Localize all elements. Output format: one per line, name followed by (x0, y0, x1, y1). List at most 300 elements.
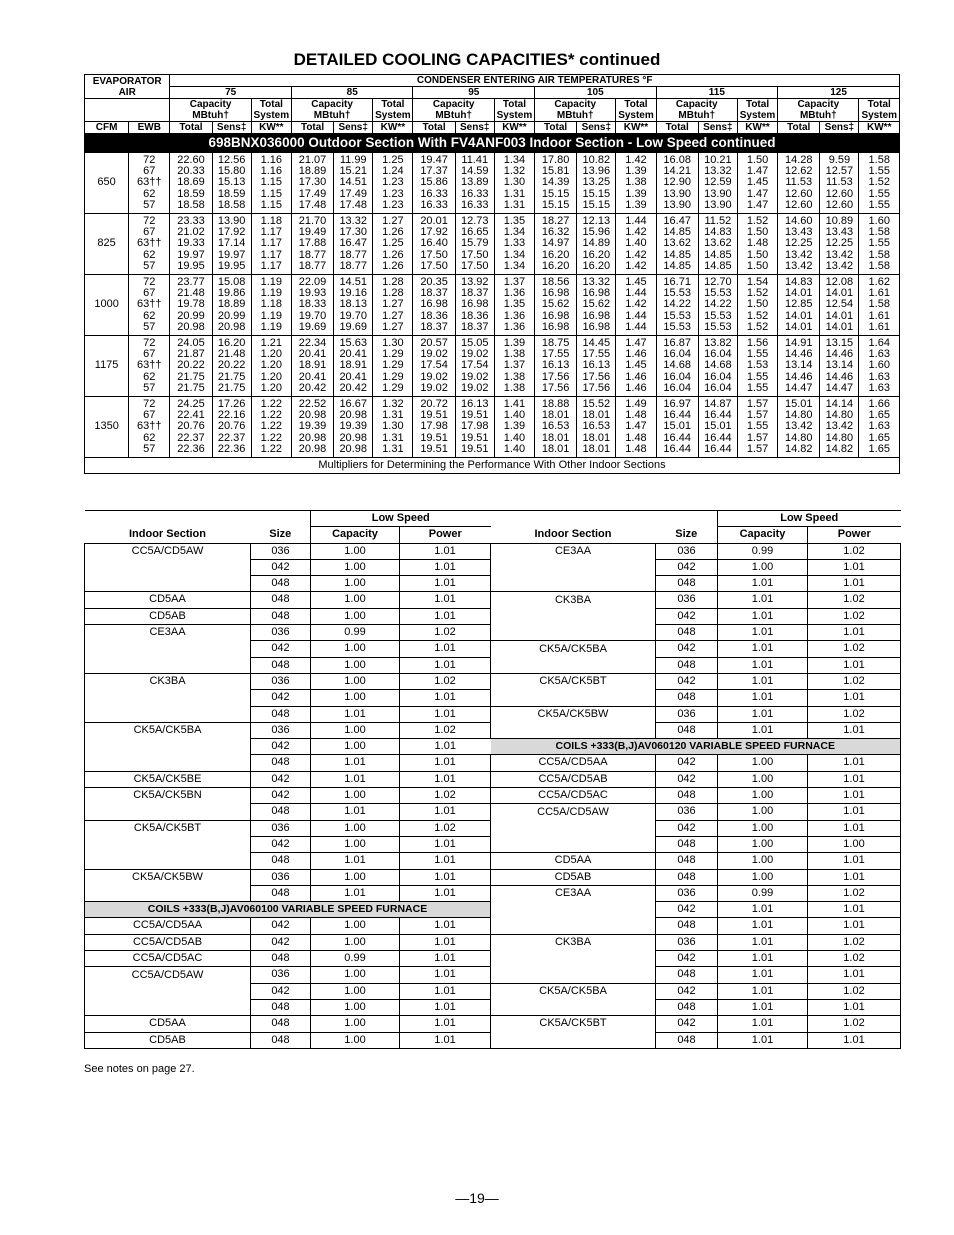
capacity-value: 1.00 (311, 918, 400, 934)
coil-section-header: COILS +333(B,J)AV060120 VARIABLE SPEED FURNACE (491, 739, 901, 755)
capacity-header: Capacity (718, 527, 808, 543)
multiplier-row (85, 885, 901, 901)
multiplier-row (85, 592, 901, 608)
indoor-section-name: CK5A/CK5BE (85, 771, 251, 787)
power-value: 1.01 (400, 755, 491, 771)
indoor-section-name (85, 999, 251, 1015)
indoor-section-name: CD5AA (85, 592, 251, 608)
page-number: —19— (455, 1190, 499, 1206)
sens-header: Sens‡ (577, 122, 616, 134)
size-value: 036 (251, 869, 311, 885)
capacity-values: 13.32 16.98 15.62 16.98 16.98 (577, 275, 616, 336)
capacity-value: 1.00 (718, 559, 808, 575)
indoor-section-name: CD5AB (85, 608, 251, 624)
indoor-section-header: Indoor Section (491, 511, 656, 544)
capacity-value: 1.00 (311, 739, 400, 755)
sens-header: Sens‡ (820, 122, 859, 134)
capacity-values: 13.32 17.30 16.47 18.77 18.77 (334, 214, 373, 275)
indoor-section-name: CD5AB (85, 1032, 251, 1048)
kw-values: 1.16 1.16 1.15 1.15 1.15 (251, 153, 291, 214)
power-value: 1.01 (400, 739, 491, 755)
size-value: 036 (656, 804, 718, 820)
multiplier-row (85, 608, 901, 624)
size-value: 042 (251, 836, 311, 852)
kw-values: 1.44 1.42 1.40 1.42 1.42 (616, 214, 656, 275)
capacity-values: 20.35 18.37 16.98 18.36 18.37 (413, 275, 455, 336)
power-header: Power (808, 527, 901, 543)
multiplier-row (85, 543, 901, 559)
power-value: 1.01 (400, 885, 491, 901)
power-value: 1.02 (808, 641, 901, 657)
indoor-section-name (491, 657, 656, 673)
indoor-section-name (85, 576, 251, 592)
capacity-values: 12.73 16.65 15.79 17.50 17.50 (455, 214, 494, 275)
size-value: 048 (251, 1016, 311, 1032)
total-header: Total (413, 122, 455, 134)
capacity-value: 1.00 (718, 853, 808, 869)
capacity-value: 1.01 (311, 885, 400, 901)
capacity-values: 17.80 15.81 14.39 15.15 15.15 (535, 153, 577, 214)
capacity-values: 15.63 20.41 18.91 20.41 20.42 (334, 336, 373, 397)
size-value: 048 (656, 967, 718, 983)
multiplier-row (85, 869, 901, 885)
cell (656, 511, 718, 527)
kw-values: 1.66 1.65 1.63 1.65 1.65 (859, 397, 900, 458)
kw-values: 1.18 1.17 1.17 1.17 1.17 (251, 214, 291, 275)
multiplier-row (85, 836, 901, 852)
kw-values: 1.54 1.52 1.50 1.52 1.52 (737, 275, 777, 336)
indoor-section-name: CC5A/CD5AW (85, 967, 251, 983)
capacity-value: 1.00 (311, 788, 400, 804)
power-value: 1.01 (808, 853, 901, 869)
power-value: 1.01 (400, 967, 491, 983)
capacity-value: 1.00 (311, 657, 400, 673)
multiplier-row (85, 576, 901, 592)
capacity-values: 14.60 13.43 12.25 13.42 13.42 (778, 214, 820, 275)
capacity-value: 1.01 (311, 853, 400, 869)
kw-values: 1.47 1.46 1.45 1.46 1.46 (616, 336, 656, 397)
capacity-values: 18.88 18.01 16.53 18.01 18.01 (535, 397, 577, 458)
indoor-section-name (491, 690, 656, 706)
indoor-section-name: CC5A/CD5AW (85, 543, 251, 559)
multiplier-row (85, 804, 901, 820)
size-value: 036 (656, 543, 718, 559)
capacity-values: 23.77 21.48 19.78 20.99 20.98 (170, 275, 212, 336)
total-header: Total (535, 122, 577, 134)
indoor-section-name: CK5A/CK5BA (491, 641, 656, 657)
capacity-values: 14.51 19.16 18.13 19.70 19.69 (334, 275, 373, 336)
capacity-value: 1.00 (311, 543, 400, 559)
cell (85, 99, 170, 122)
ewb-values: 72 67 63†† 62 57 (129, 397, 170, 458)
total-header: Total (291, 122, 333, 134)
power-value: 1.02 (400, 788, 491, 804)
size-value: 036 (251, 967, 311, 983)
capacity-values: 24.05 21.87 20.22 21.75 21.75 (170, 336, 212, 397)
capacity-values: 10.89 13.43 12.25 13.42 13.42 (820, 214, 859, 275)
temp-header: 105 (535, 87, 657, 99)
indoor-section-name: CK5A/CK5BT (491, 673, 656, 689)
power-value: 1.01 (808, 804, 901, 820)
power-value: 1.02 (808, 934, 901, 950)
capacity-value: 1.00 (311, 576, 400, 592)
sens-header: Sens‡ (212, 122, 251, 134)
size-value: 048 (656, 657, 718, 673)
power-value: 1.01 (400, 804, 491, 820)
capacity-values: 14.45 17.55 16.13 17.56 17.56 (577, 336, 616, 397)
capacity-values: 17.26 22.16 20.76 22.37 22.36 (212, 397, 251, 458)
capacity-value: 1.01 (718, 999, 808, 1015)
size-value: 042 (656, 983, 718, 999)
capacity-values: 18.56 16.98 15.62 16.98 16.98 (535, 275, 577, 336)
size-value: 048 (656, 576, 718, 592)
size-value: 048 (656, 1032, 718, 1048)
size-value: 048 (251, 853, 311, 869)
kw-values: 1.39 1.38 1.37 1.38 1.38 (494, 336, 534, 397)
power-value: 1.01 (400, 543, 491, 559)
capacity-value: 1.01 (718, 983, 808, 999)
capacity-values: 22.34 20.41 18.91 20.41 20.42 (291, 336, 333, 397)
indoor-section-name (491, 918, 656, 934)
capacity-value: 0.99 (311, 625, 400, 641)
size-value: 042 (656, 771, 718, 787)
kw-values: 1.58 1.55 1.52 1.55 1.55 (859, 153, 900, 214)
capacity-values: 13.82 16.04 14.68 16.04 16.04 (698, 336, 737, 397)
power-value: 1.01 (808, 820, 901, 836)
size-value: 048 (251, 576, 311, 592)
indoor-section-name (491, 836, 656, 852)
multiplier-row (85, 706, 901, 722)
capacity-value: 1.00 (311, 983, 400, 999)
indoor-section-name: CK3BA (491, 934, 656, 950)
multiplier-row (85, 755, 901, 771)
capacity-values: 13.90 17.92 17.14 19.97 19.95 (212, 214, 251, 275)
capacity-values: 22.09 19.93 18.33 19.70 19.69 (291, 275, 333, 336)
capacity-value: 1.01 (311, 755, 400, 771)
capacity-value: 1.01 (718, 951, 808, 967)
power-value: 1.02 (808, 885, 901, 901)
capacity-value: 1.01 (718, 902, 808, 918)
capacity-values: 12.56 15.80 15.13 18.59 18.58 (212, 153, 251, 214)
power-value: 1.01 (808, 722, 901, 738)
capacity-value: 1.00 (311, 592, 400, 608)
power-value: 1.01 (400, 1016, 491, 1032)
size-value: 048 (251, 592, 311, 608)
capacity-values: 14.83 14.01 12.85 14.01 14.01 (778, 275, 820, 336)
total-header: Total (778, 122, 820, 134)
power-value: 1.01 (808, 559, 901, 575)
size-value: 048 (251, 755, 311, 771)
capacity-header: Capacity (311, 527, 400, 543)
ewb-values: 72 67 63†† 62 57 (129, 275, 170, 336)
size-header: Size (675, 528, 698, 541)
indoor-section-name (491, 820, 656, 836)
power-value: 1.01 (808, 1032, 901, 1048)
indoor-section-name: CD5AB (491, 869, 656, 885)
kw-header: KW** (494, 122, 534, 134)
size-value: 036 (251, 673, 311, 689)
low-speed-header: Low Speed (718, 511, 901, 527)
kw-values: 1.34 1.32 1.30 1.31 1.31 (494, 153, 534, 214)
condenser-temp-header: CONDENSER ENTERING AIR TEMPERATURES °F (170, 75, 900, 87)
size-header: Size (269, 528, 292, 541)
size-value: 048 (251, 1032, 311, 1048)
kw-values: 1.56 1.55 1.53 1.55 1.55 (737, 336, 777, 397)
size-value: 048 (656, 690, 718, 706)
size-value: 036 (251, 543, 311, 559)
kw-header: KW** (859, 122, 900, 134)
power-value: 1.01 (808, 918, 901, 934)
power-value: 1.01 (808, 999, 901, 1015)
kw-values: 1.27 1.26 1.25 1.26 1.26 (373, 214, 413, 275)
indoor-section-name (85, 885, 251, 901)
kw-values: 1.60 1.58 1.55 1.58 1.58 (859, 214, 900, 275)
multiplier-row (85, 788, 901, 804)
capacity-value: 1.00 (311, 1016, 400, 1032)
cfm-row (85, 336, 900, 397)
indoor-section-name (85, 853, 251, 869)
power-value: 1.02 (808, 592, 901, 608)
multiplier-row (85, 625, 901, 641)
kw-values: 1.25 1.24 1.23 1.23 1.23 (373, 153, 413, 214)
capacity-value: 1.00 (311, 836, 400, 852)
total-system-header: Total System (373, 99, 413, 122)
multiplier-row (85, 902, 901, 918)
capacity-value: 1.01 (718, 967, 808, 983)
temp-header: 95 (413, 87, 535, 99)
capacity-values: 16.13 19.51 17.98 19.51 19.51 (455, 397, 494, 458)
capacity-value: 1.01 (311, 706, 400, 722)
indoor-section-name (491, 1032, 656, 1048)
multiplier-row (85, 673, 901, 689)
indoor-section-name (491, 559, 656, 575)
power-value: 1.01 (400, 657, 491, 673)
capacity-values: 20.01 17.92 16.40 17.50 17.50 (413, 214, 455, 275)
multiplier-row (85, 641, 901, 657)
kw-values: 1.19 1.19 1.18 1.19 1.19 (251, 275, 291, 336)
capacity-value: 1.01 (718, 657, 808, 673)
kw-values: 1.52 1.50 1.48 1.50 1.50 (737, 214, 777, 275)
capacity-values: 21.70 19.49 17.88 18.77 18.77 (291, 214, 333, 275)
indoor-section-name (491, 576, 656, 592)
capacity-value: 1.00 (311, 1032, 400, 1048)
capacity-values: 10.82 13.96 13.25 15.15 15.15 (577, 153, 616, 214)
capacity-values: 9.59 12.57 11.53 12.60 12.60 (820, 153, 859, 214)
capacity-values: 12.70 15.53 14.22 15.53 15.53 (698, 275, 737, 336)
capacity-value: 1.00 (311, 869, 400, 885)
capacity-values: 10.21 13.32 12.59 13.90 13.90 (698, 153, 737, 214)
power-value: 1.01 (400, 918, 491, 934)
size-value: 042 (656, 902, 718, 918)
indoor-section-name (491, 967, 656, 983)
size-value: 048 (251, 999, 311, 1015)
power-value: 1.02 (808, 1016, 901, 1032)
power-header: Power (400, 527, 491, 543)
power-value: 1.01 (808, 755, 901, 771)
total-system-header: Total System (616, 99, 656, 122)
power-value: 1.01 (400, 576, 491, 592)
multiplier-row (85, 918, 901, 934)
capacity-value: 1.01 (718, 690, 808, 706)
capacity-value: 1.00 (718, 804, 808, 820)
capacity-values: 18.27 16.32 14.97 16.20 16.20 (535, 214, 577, 275)
capacity-values: 15.05 19.02 17.54 19.02 19.02 (455, 336, 494, 397)
indoor-section-name: CK5A/CK5BT (85, 820, 251, 836)
total-system-header: Total System (251, 99, 291, 122)
indoor-section-name: CC5A/CD5AA (85, 918, 251, 934)
multiplier-row (85, 967, 901, 983)
capacity-values: 16.47 14.85 13.62 14.85 14.85 (656, 214, 698, 275)
size-value: 036 (656, 934, 718, 950)
page-title: DETAILED COOLING CAPACITIES* continued (293, 50, 661, 69)
indoor-section-name: CD5AA (85, 1016, 251, 1032)
size-value: 048 (251, 706, 311, 722)
ewb-values: 72 67 63†† 62 57 (129, 214, 170, 275)
capacity-values: 16.87 16.04 14.68 16.04 16.04 (656, 336, 698, 397)
size-value: 042 (251, 641, 311, 657)
indoor-section-name (85, 804, 251, 820)
power-value: 1.00 (808, 836, 901, 852)
size-value: 048 (251, 951, 311, 967)
sens-header: Sens‡ (455, 122, 494, 134)
power-value: 1.02 (808, 951, 901, 967)
power-value: 1.01 (400, 592, 491, 608)
size-value: 042 (251, 918, 311, 934)
capacity-values: 16.20 21.48 20.22 21.75 21.75 (212, 336, 251, 397)
size-value: 042 (251, 739, 311, 755)
capacity-value: 0.99 (311, 951, 400, 967)
capacity-value: 1.00 (311, 690, 400, 706)
kw-values: 1.64 1.63 1.60 1.63 1.63 (859, 336, 900, 397)
indoor-section-name (85, 739, 251, 755)
capacity-value: 1.00 (311, 559, 400, 575)
low-speed-header: Low Speed (311, 511, 491, 527)
cfm-row (85, 214, 900, 275)
size-value: 042 (656, 559, 718, 575)
indoor-section-name: CK5A/CK5BA (491, 983, 656, 999)
indoor-section-name (491, 951, 656, 967)
cfm-value: 650 (85, 153, 129, 214)
capacity-values: 16.71 15.53 14.22 15.53 15.53 (656, 275, 698, 336)
power-value: 1.01 (808, 869, 901, 885)
multiplier-row (85, 999, 901, 1015)
size-value: 042 (656, 673, 718, 689)
capacity-values: 21.07 18.89 17.30 17.49 17.48 (291, 153, 333, 214)
power-value: 1.02 (400, 673, 491, 689)
power-value: 1.01 (808, 771, 901, 787)
size-value: 048 (656, 836, 718, 852)
capacity-header: Capacity MBtuh† (291, 99, 372, 122)
indoor-section-name: CK3BA (491, 592, 656, 608)
power-value: 1.02 (400, 722, 491, 738)
capacity-value: 1.00 (718, 869, 808, 885)
sens-header: Sens‡ (334, 122, 373, 134)
capacity-value: 1.00 (311, 722, 400, 738)
indoor-section-name: CK5A/CK5BW (85, 869, 251, 885)
power-value: 1.01 (400, 641, 491, 657)
capacity-value: 1.00 (311, 967, 400, 983)
capacity-header: Capacity MBtuh† (413, 99, 494, 122)
capacity-values: 20.72 19.51 17.98 19.51 19.51 (413, 397, 455, 458)
kw-values: 1.49 1.48 1.47 1.48 1.48 (616, 397, 656, 458)
temp-header: 75 (170, 87, 292, 99)
kw-values: 1.21 1.20 1.20 1.20 1.20 (251, 336, 291, 397)
indoor-section-name: CC5A/CD5AB (85, 934, 251, 950)
power-value: 1.01 (400, 559, 491, 575)
indoor-section-name: CC5A/CD5AB (491, 771, 656, 787)
capacity-value: 1.00 (718, 771, 808, 787)
size-value: 048 (656, 853, 718, 869)
capacity-value: 1.01 (718, 706, 808, 722)
capacity-values: 19.47 17.37 15.86 16.33 16.33 (413, 153, 455, 214)
multiplier-row (85, 983, 901, 999)
kw-values: 1.41 1.40 1.39 1.40 1.40 (494, 397, 534, 458)
power-value: 1.02 (808, 673, 901, 689)
capacity-values: 11.52 14.83 13.62 14.85 14.85 (698, 214, 737, 275)
indoor-section-name: CK5A/CK5BN (85, 788, 251, 804)
power-value: 1.02 (808, 608, 901, 624)
size-value: 042 (656, 820, 718, 836)
kw-values: 1.30 1.29 1.29 1.29 1.29 (373, 336, 413, 397)
size-value: 042 (251, 690, 311, 706)
capacity-values: 11.41 14.59 13.89 16.33 16.33 (455, 153, 494, 214)
capacity-values: 22.60 20.33 18.69 18.59 18.58 (170, 153, 212, 214)
capacity-values: 20.57 19.02 17.54 19.02 19.02 (413, 336, 455, 397)
capacity-value: 1.01 (311, 804, 400, 820)
kw-header: KW** (373, 122, 413, 134)
size-value: 048 (251, 608, 311, 624)
capacity-values: 15.08 19.86 18.89 20.99 20.98 (212, 275, 251, 336)
multiplier-row (85, 820, 901, 836)
temp-header: 125 (778, 87, 900, 99)
indoor-section-name: CK5A/CK5BW (491, 706, 656, 722)
size-value: 042 (656, 1016, 718, 1032)
capacity-value: 1.00 (311, 641, 400, 657)
indoor-section-name (491, 999, 656, 1015)
power-value: 1.01 (808, 902, 901, 918)
power-value: 1.01 (808, 576, 901, 592)
cell (251, 511, 311, 527)
cooling-capacity-table (84, 74, 900, 474)
capacity-values: 15.52 18.01 16.53 18.01 18.01 (577, 397, 616, 458)
power-value: 1.02 (808, 983, 901, 999)
indoor-section-name (491, 608, 656, 624)
capacity-value: 1.01 (718, 641, 808, 657)
capacity-value: 1.00 (311, 999, 400, 1015)
indoor-section-name (85, 641, 251, 657)
capacity-values: 15.01 14.80 13.42 14.80 14.82 (778, 397, 820, 458)
indoor-section-name: CK5A/CK5BA (85, 722, 251, 738)
capacity-header: Capacity MBtuh† (170, 99, 251, 122)
multiplier-row (85, 853, 901, 869)
capacity-values: 16.67 20.98 19.39 20.98 20.98 (334, 397, 373, 458)
capacity-value: 1.01 (718, 934, 808, 950)
capacity-value: 1.01 (718, 608, 808, 624)
capacity-value: 1.01 (718, 592, 808, 608)
power-value: 1.01 (808, 625, 901, 641)
power-value: 1.01 (400, 934, 491, 950)
ewb-values: 72 67 63†† 62 57 (129, 336, 170, 397)
cfm-value: 1000 (85, 275, 129, 336)
capacity-values: 16.97 16.44 15.01 16.44 16.44 (656, 397, 698, 458)
capacity-values: 12.08 14.01 12.54 14.01 14.01 (820, 275, 859, 336)
size-value: 048 (656, 788, 718, 804)
capacity-header: Capacity MBtuh† (656, 99, 737, 122)
multiplier-row (85, 657, 901, 673)
power-value: 1.01 (400, 608, 491, 624)
cfm-row (85, 397, 900, 458)
power-value: 1.01 (400, 853, 491, 869)
